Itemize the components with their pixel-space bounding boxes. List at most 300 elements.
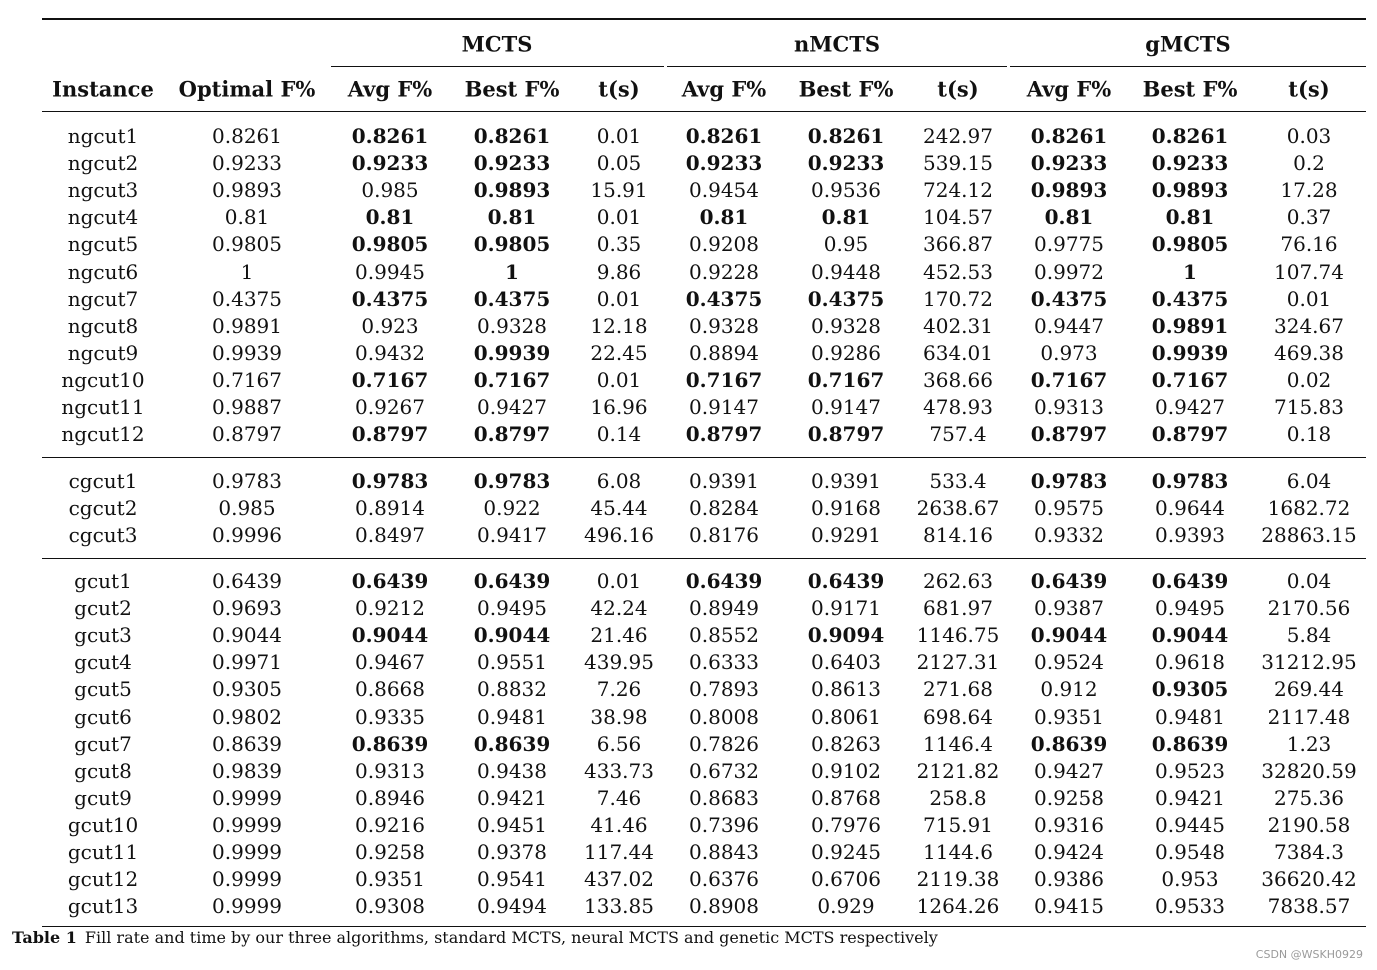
table-cell: 0.8261 — [351, 124, 429, 148]
table-cell: 0.9171 — [811, 596, 881, 621]
table-cell: 0.8639 — [351, 731, 429, 756]
table-cell: 0.9839 — [212, 758, 282, 783]
table-cell: 0.81 — [487, 205, 537, 230]
table-cell: 0.929 — [817, 894, 875, 919]
table-cell: 1264.26 — [916, 894, 1000, 919]
instance-cell: gcut1 — [74, 569, 132, 593]
table-cell: 0.9044 — [351, 623, 429, 648]
instance-cell: gcut4 — [74, 650, 132, 675]
table-cell: 0.8261 — [1030, 124, 1108, 148]
table-cell: 437.02 — [584, 867, 654, 892]
table-cell: 0.9447 — [1034, 313, 1104, 338]
table-cell: 0.9391 — [811, 469, 881, 493]
table-cell: 0.4375 — [212, 286, 282, 311]
table-cell: 0.8797 — [212, 422, 282, 447]
col-header-gmcts-avg: Avg F% — [1026, 76, 1112, 102]
table-cell: 0.8843 — [689, 840, 759, 864]
watermark: CSDN @WSKH0929 — [1255, 948, 1363, 961]
table-cell: 275.36 — [1274, 785, 1344, 810]
table-cell: 0.9208 — [689, 232, 759, 257]
instance-cell: gcut13 — [67, 894, 139, 919]
table-cell: 0.9305 — [1151, 677, 1229, 702]
table-cell: 0.9495 — [1155, 596, 1225, 621]
table-cell: 1 — [1183, 259, 1197, 284]
table-cell: 0.8797 — [807, 422, 885, 447]
table-cell: 0.7167 — [473, 367, 551, 392]
table-cell: 0.01 — [596, 205, 642, 230]
caption-label: Table 1 — [12, 928, 77, 947]
table-cell: 0.9313 — [355, 758, 425, 783]
table-cell: 0.9147 — [689, 395, 759, 419]
table-cell: 0.9448 — [811, 259, 881, 284]
table-cell: 0.02 — [1286, 367, 1332, 392]
table-cell: 0.81 — [365, 205, 415, 230]
table-cell: 0.9467 — [355, 650, 425, 675]
table-cell: 0.6439 — [685, 569, 763, 593]
table-cell: 452.53 — [923, 259, 993, 284]
table-cell: 0.9536 — [811, 178, 881, 203]
instance-cell: gcut12 — [67, 867, 139, 892]
table-cell: 0.8639 — [212, 731, 282, 756]
table-cell: 439.95 — [584, 650, 654, 675]
nmcts-group-rule — [667, 66, 1007, 67]
table-cell: 0.8908 — [689, 894, 759, 919]
instance-cell: gcut10 — [67, 812, 139, 837]
table-cell: 0.9216 — [355, 812, 425, 837]
table-cell: 0.9805 — [1151, 232, 1229, 257]
table-cell: 0.9424 — [1034, 840, 1104, 864]
table-cell: 0.05 — [596, 151, 642, 176]
table-cell: 258.8 — [929, 785, 987, 810]
table-cell: 1146.75 — [916, 623, 1000, 648]
table-cell: 0.9044 — [473, 623, 551, 648]
table-cell: 22.45 — [590, 340, 648, 365]
table-cell: 0.9328 — [477, 313, 547, 338]
table-cell: 0.922 — [483, 496, 541, 521]
table-cell: 0.9421 — [477, 785, 547, 810]
table-cell: 0.9445 — [1155, 812, 1225, 837]
table-cell: 0.9258 — [1034, 785, 1104, 810]
col-header-instance: Instance — [52, 76, 154, 102]
table-cell: 0.9212 — [355, 596, 425, 621]
table-cell: 0.9332 — [1034, 523, 1104, 548]
table-cell: 0.8797 — [1030, 422, 1108, 447]
table-cell: 0.9427 — [1155, 395, 1225, 419]
table-cell: 0.4375 — [807, 286, 885, 311]
table-cell: 0.9893 — [1030, 178, 1108, 203]
col-header-nmcts-time: t(s) — [937, 76, 979, 102]
table-cell: 0.6439 — [473, 569, 551, 593]
table-cell: 0.8797 — [685, 422, 763, 447]
table-cell: 0.9887 — [212, 395, 282, 419]
table-cell: 0.8668 — [355, 677, 425, 702]
instance-cell: gcut9 — [74, 785, 132, 810]
table-cell: 0.9233 — [473, 151, 551, 176]
table-cell: 0.8261 — [1151, 124, 1229, 148]
table-cell: 0.8008 — [689, 704, 759, 729]
table-cell: 0.8797 — [351, 422, 429, 447]
table-cell: 0.7893 — [689, 677, 759, 702]
table-cell: 1144.6 — [923, 840, 993, 864]
table-cell: 0.9451 — [477, 812, 547, 837]
table-cell: 324.67 — [1274, 313, 1344, 338]
table-cell: 0.9432 — [355, 340, 425, 365]
table-cell: 7.46 — [596, 785, 642, 810]
table-cell: 0.9328 — [811, 313, 881, 338]
table-cell: 0.04 — [1286, 569, 1332, 593]
table-cell: 0.9351 — [355, 867, 425, 892]
table-cell: 0.7167 — [1151, 367, 1229, 392]
table-cell: 0.9945 — [355, 259, 425, 284]
table-cell: 0.8768 — [811, 785, 881, 810]
table-cell: 41.46 — [590, 812, 648, 837]
instance-cell: ngcut9 — [67, 340, 139, 365]
instance-cell: ngcut1 — [67, 124, 139, 148]
table-cell: 271.68 — [923, 677, 993, 702]
table-cell: 0.9618 — [1155, 650, 1225, 675]
instance-cell: ngcut10 — [61, 367, 145, 392]
table-cell: 0.9328 — [689, 313, 759, 338]
table-cell: 0.81 — [821, 205, 871, 230]
table-cell: 0.9693 — [212, 596, 282, 621]
table-cell: 12.18 — [590, 313, 648, 338]
table-cell: 0.9286 — [811, 340, 881, 365]
table-cell: 0.8613 — [811, 677, 881, 702]
table-cell: 0.9939 — [1151, 340, 1229, 365]
table-cell: 0.9147 — [811, 395, 881, 419]
table-cell: 366.87 — [923, 232, 993, 257]
table-cell: 0.6403 — [811, 650, 881, 675]
table-cell: 0.8797 — [473, 422, 551, 447]
table-cell: 0.6376 — [689, 867, 759, 892]
caption-text: Fill rate and time by our three algorithms, standard MCTS, neural MCTS and genetic MCTS respectively — [84, 928, 938, 947]
table-cell: 0.9548 — [1155, 840, 1225, 864]
table-cell: 478.93 — [923, 395, 993, 419]
table-cell: 0.9393 — [1155, 523, 1225, 548]
table-cell: 0.9939 — [212, 340, 282, 365]
table-cell: 0.9805 — [212, 232, 282, 257]
table-cell: 0.9494 — [477, 894, 547, 919]
table-cell: 0.9575 — [1034, 496, 1104, 521]
top-rule — [42, 18, 1366, 20]
table-cell: 0.9228 — [689, 259, 759, 284]
table-cell: 0.8261 — [473, 124, 551, 148]
table-cell: 0.9233 — [807, 151, 885, 176]
table-cell: 0.9044 — [212, 623, 282, 648]
table-cell: 0.9541 — [477, 867, 547, 892]
table-cell: 0.81 — [1165, 205, 1215, 230]
instance-cell: gcut7 — [74, 731, 132, 756]
table-cell: 0.7167 — [212, 367, 282, 392]
table-cell: 0.7396 — [689, 812, 759, 837]
table-cell: 0.9094 — [807, 623, 885, 648]
table-cell: 0.01 — [596, 367, 642, 392]
table-cell: 0.8261 — [685, 124, 763, 148]
table-cell: 368.66 — [923, 367, 993, 392]
table-cell: 0.8639 — [1151, 731, 1229, 756]
instance-cell: ngcut4 — [67, 205, 139, 230]
table-cell: 0.6706 — [811, 867, 881, 892]
instance-cell: gcut6 — [74, 704, 132, 729]
table-cell: 0.7167 — [351, 367, 429, 392]
table-cell: 0.9805 — [473, 232, 551, 257]
table-cell: 0.7976 — [811, 812, 881, 837]
table-cell: 0.9313 — [1034, 395, 1104, 419]
table-cell: 0.9335 — [355, 704, 425, 729]
table-cell: 0.9523 — [1155, 758, 1225, 783]
table-cell: 0.9783 — [473, 469, 551, 493]
table-cell: 0.9893 — [212, 178, 282, 203]
table-cell: 0.03 — [1286, 124, 1332, 148]
table-cell: 0.8061 — [811, 704, 881, 729]
table-cell: 0.01 — [1286, 286, 1332, 311]
table-cell: 0.9291 — [811, 523, 881, 548]
table-cell: 1 — [240, 259, 254, 284]
table-cell: 15.91 — [590, 178, 648, 203]
table-cell: 76.16 — [1280, 232, 1338, 257]
table-cell: 0.9775 — [1034, 232, 1104, 257]
table-cell: 2190.58 — [1267, 812, 1351, 837]
table-cell: 0.8639 — [1030, 731, 1108, 756]
table-cell: 0.9999 — [212, 785, 282, 810]
instance-cell: ngcut12 — [61, 422, 145, 447]
table-cell: 0.9996 — [212, 523, 282, 548]
table-cell: 0.9378 — [477, 840, 547, 864]
table-cell: 0.35 — [596, 232, 642, 257]
col-header-nmcts-best: Best F% — [798, 76, 894, 102]
col-header-mcts-best: Best F% — [464, 76, 560, 102]
table-cell: 814.16 — [923, 523, 993, 548]
table-cell: 0.6439 — [1030, 569, 1108, 593]
table-cell: 0.9891 — [1151, 313, 1229, 338]
table-cell: 0.9939 — [473, 340, 551, 365]
table-cell: 0.9893 — [1151, 178, 1229, 203]
table-cell: 0.14 — [596, 422, 642, 447]
table-cell: 31212.95 — [1261, 650, 1357, 675]
table-cell: 0.8263 — [811, 731, 881, 756]
table-cell: 7384.3 — [1274, 840, 1344, 864]
table-cell: 0.9481 — [1155, 704, 1225, 729]
table-cell: 0.6439 — [212, 569, 282, 593]
table-cell: 1.23 — [1286, 731, 1332, 756]
col-header-optimal: Optimal F% — [178, 76, 316, 102]
table-cell: 0.01 — [596, 569, 642, 593]
table-cell: 2170.56 — [1267, 596, 1351, 621]
table-cell: 724.12 — [923, 178, 993, 203]
table-cell: 0.9233 — [1030, 151, 1108, 176]
table-cell: 0.18 — [1286, 422, 1332, 447]
table-cell: 0.8832 — [477, 677, 547, 702]
table-cell: 0.9999 — [212, 894, 282, 919]
table-cell: 0.6439 — [1151, 569, 1229, 593]
table-cell: 2127.31 — [916, 650, 1000, 675]
table-cell: 0.01 — [596, 124, 642, 148]
table-cell: 0.9495 — [477, 596, 547, 621]
instance-cell: ngcut7 — [67, 286, 139, 311]
table-cell: 0.8552 — [689, 623, 759, 648]
table-cell: 0.9893 — [473, 178, 551, 203]
table-cell: 0.81 — [1044, 205, 1094, 230]
table-cell: 0.985 — [361, 178, 419, 203]
table-cell: 32820.59 — [1261, 758, 1357, 783]
table-cell: 0.8497 — [355, 523, 425, 548]
table-cell: 0.9415 — [1034, 894, 1104, 919]
table-cell: 0.7826 — [689, 731, 759, 756]
table-cell: 0.9245 — [811, 840, 881, 864]
mcts-group-rule — [331, 66, 664, 67]
table-cell: 0.9233 — [212, 151, 282, 176]
instance-cell: ngcut11 — [61, 395, 145, 419]
instance-cell: gcut5 — [74, 677, 132, 702]
table-cell: 433.73 — [584, 758, 654, 783]
table-cell: 1146.4 — [923, 731, 993, 756]
table-cell: 0.2 — [1293, 151, 1325, 176]
table-cell: 2119.38 — [916, 867, 1000, 892]
col-header-nmcts-avg: Avg F% — [681, 76, 767, 102]
table-cell: 6.08 — [596, 469, 642, 493]
table-cell: 0.9233 — [1151, 151, 1229, 176]
table-cell: 21.46 — [590, 623, 648, 648]
instance-cell: gcut8 — [74, 758, 132, 783]
table-cell: 17.28 — [1280, 178, 1338, 203]
table-cell: 0.9438 — [477, 758, 547, 783]
table-cell: 269.44 — [1274, 677, 1344, 702]
table-cell: 0.9417 — [477, 523, 547, 548]
table-cell: 634.01 — [923, 340, 993, 365]
table-cell: 0.9168 — [811, 496, 881, 521]
table-cell: 0.6732 — [689, 758, 759, 783]
table-cell: 715.91 — [923, 812, 993, 837]
table-cell: 0.8683 — [689, 785, 759, 810]
table-cell: 45.44 — [590, 496, 648, 521]
table-cell: 0.9999 — [212, 840, 282, 864]
table-cell: 539.15 — [923, 151, 993, 176]
table-cell: 104.57 — [923, 205, 993, 230]
table-cell: 0.8946 — [355, 785, 425, 810]
table-cell: 36620.42 — [1261, 867, 1357, 892]
table-cell: 0.6439 — [807, 569, 885, 593]
table-cell: 0.9386 — [1034, 867, 1104, 892]
table-cell: 42.24 — [590, 596, 648, 621]
group-header-gmcts: gMCTS — [1145, 31, 1231, 57]
table-cell: 0.9102 — [811, 758, 881, 783]
table-cell: 0.9233 — [351, 151, 429, 176]
table-cell: 0.81 — [699, 205, 749, 230]
gmcts-group-rule — [1010, 66, 1366, 67]
instance-cell: ngcut2 — [67, 151, 139, 176]
instance-cell: ngcut3 — [67, 178, 139, 203]
table-cell: 0.9551 — [477, 650, 547, 675]
table-cell: 0.8284 — [689, 496, 759, 521]
table-cell: 0.8261 — [807, 124, 885, 148]
table-cell: 0.9971 — [212, 650, 282, 675]
table-cell: 757.4 — [929, 422, 987, 447]
table-cell: 38.98 — [590, 704, 648, 729]
table-cell: 0.81 — [224, 205, 270, 230]
table-cell: 496.16 — [584, 523, 654, 548]
group-header-nmcts: nMCTS — [793, 31, 881, 57]
col-header-gmcts-time: t(s) — [1288, 76, 1330, 102]
table-cell: 715.83 — [1274, 395, 1344, 419]
table-cell: 0.9351 — [1034, 704, 1104, 729]
table-cell: 107.74 — [1274, 259, 1344, 284]
col-header-mcts-avg: Avg F% — [347, 76, 433, 102]
table-cell: 117.44 — [584, 840, 654, 864]
table-cell: 0.985 — [218, 496, 276, 521]
table-cell: 0.9305 — [212, 677, 282, 702]
table-cell: 0.8949 — [689, 596, 759, 621]
table-cell: 0.923 — [361, 313, 419, 338]
table-cell: 0.01 — [596, 286, 642, 311]
table-cell: 0.9783 — [212, 469, 282, 493]
table-cell: 0.6439 — [351, 569, 429, 593]
table-cell: 0.9387 — [1034, 596, 1104, 621]
instance-cell: gcut2 — [74, 596, 132, 621]
table-cell: 0.9454 — [689, 178, 759, 203]
table-cell: 0.4375 — [1151, 286, 1229, 311]
instance-cell: cgcut1 — [68, 469, 138, 493]
table-cell: 0.9783 — [351, 469, 429, 493]
table-cell: 0.9533 — [1155, 894, 1225, 919]
table-cell: 28863.15 — [1261, 523, 1357, 548]
table-cell: 2121.82 — [916, 758, 1000, 783]
table-cell: 0.953 — [1161, 867, 1219, 892]
instance-cell: cgcut2 — [68, 496, 138, 521]
table-cell: 0.9783 — [1030, 469, 1108, 493]
instance-cell: gcut11 — [67, 840, 139, 864]
table-cell: 469.38 — [1274, 340, 1344, 365]
table-caption — [12, 928, 938, 947]
col-header-gmcts-best: Best F% — [1142, 76, 1238, 102]
table-cell: 7838.57 — [1267, 894, 1351, 919]
table-cell: 0.7167 — [1030, 367, 1108, 392]
table-cell: 6.04 — [1286, 469, 1332, 493]
table-cell: 0.4375 — [685, 286, 763, 311]
instance-cell: ngcut6 — [67, 259, 139, 284]
table-cell: 0.37 — [1286, 205, 1332, 230]
table-cell: 16.96 — [590, 395, 648, 419]
table-cell: 0.9999 — [212, 812, 282, 837]
table-cell: 0.9802 — [212, 704, 282, 729]
table-cell: 0.912 — [1040, 677, 1098, 702]
table-cell: 0.9044 — [1030, 623, 1108, 648]
table-cell: 0.9258 — [355, 840, 425, 864]
table-cell: 0.7167 — [807, 367, 885, 392]
table-cell: 0.973 — [1040, 340, 1098, 365]
table-cell: 0.8176 — [689, 523, 759, 548]
table-cell: 2117.48 — [1267, 704, 1351, 729]
instance-cell: gcut3 — [74, 623, 132, 648]
table-cell: 402.31 — [923, 313, 993, 338]
table-cell: 7.26 — [596, 677, 642, 702]
col-header-mcts-time: t(s) — [598, 76, 640, 102]
section-rule-2 — [42, 558, 1366, 559]
table-cell: 170.72 — [923, 286, 993, 311]
table-cell: 0.9427 — [477, 395, 547, 419]
table-cell: 0.8914 — [355, 496, 425, 521]
table-cell: 242.97 — [923, 124, 993, 148]
table-cell: 0.9421 — [1155, 785, 1225, 810]
table-cell: 0.9308 — [355, 894, 425, 919]
table-cell: 6.56 — [596, 731, 642, 756]
instance-cell: cgcut3 — [68, 523, 138, 548]
table-cell: 0.7167 — [685, 367, 763, 392]
table-cell: 1682.72 — [1267, 496, 1351, 521]
table-cell: 0.9999 — [212, 867, 282, 892]
table-cell: 5.84 — [1286, 623, 1332, 648]
table-cell: 0.9233 — [685, 151, 763, 176]
table-cell: 0.9391 — [689, 469, 759, 493]
